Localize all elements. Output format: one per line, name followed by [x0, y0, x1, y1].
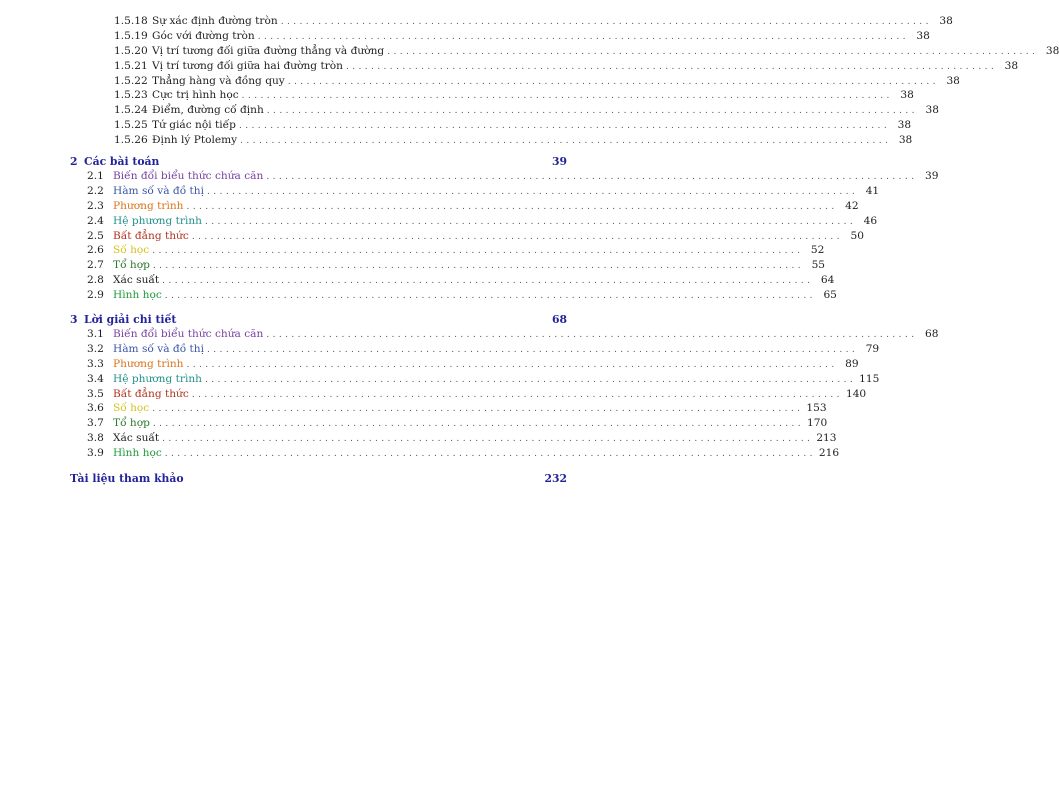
- entry-title: Bất đẳng thức: [113, 387, 189, 400]
- entry-page: 38: [900, 89, 914, 102]
- entry-page: 52: [810, 244, 825, 257]
- entry-title: Phương trình: [113, 357, 184, 370]
- entry-title: Phương trình: [113, 199, 184, 212]
- chapter-number: 2: [70, 155, 78, 169]
- toc-entry[interactable]: [70, 387, 867, 402]
- entry-page: 38: [946, 74, 960, 87]
- entry-page: 39: [924, 170, 939, 183]
- entry-title: Xác suất: [113, 432, 160, 445]
- entry-number: 2.6: [87, 244, 104, 257]
- toc-entry[interactable]: [70, 44, 1059, 59]
- dot-leader: ........................................................................................................: [266, 106, 918, 117]
- toc-entry[interactable]: [70, 29, 930, 44]
- toc-entry[interactable]: [70, 372, 880, 387]
- entry-number: 3.7: [87, 417, 104, 430]
- entry-title: Tổ hợp: [113, 259, 150, 272]
- dot-leader: ........................................................................................................: [186, 201, 838, 212]
- entry-title: Biến đổi biểu thức chứa căn: [113, 328, 264, 341]
- entry-page: 38: [898, 134, 913, 147]
- toc-entry[interactable]: [70, 199, 859, 214]
- dot-leader: ........................................................................................................: [345, 61, 998, 72]
- entry-number: 2.8: [87, 274, 104, 287]
- entry-title: Vị trí tương đối giữa đường thẳng và đường: [152, 44, 385, 57]
- toc-entry[interactable]: [70, 14, 953, 29]
- entry-title: Hình học: [113, 289, 162, 302]
- entry-title: Tứ giác nội tiếp: [152, 119, 236, 132]
- entry-page: 41: [865, 184, 880, 197]
- table-of-contents: [70, 14, 1059, 486]
- entry-page: 65: [823, 289, 837, 302]
- chapter-3-sections: [70, 327, 939, 461]
- entry-title: Hình học: [113, 447, 162, 460]
- entry-page: 79: [865, 342, 880, 355]
- entry-page: 38: [916, 29, 930, 42]
- toc-entry[interactable]: [70, 59, 1019, 74]
- entry-number: 1.5.23: [114, 89, 148, 102]
- entry-page: 68: [924, 328, 939, 341]
- dot-leader: ........................................................................................................: [186, 359, 838, 370]
- entry-page: 216: [818, 447, 840, 460]
- toc-entry[interactable]: [70, 416, 828, 431]
- toc-entry[interactable]: [70, 243, 825, 258]
- references-title: Tài liệu tham khảo: [70, 472, 184, 486]
- entry-number: 2.3: [87, 199, 104, 212]
- entry-title: Điểm, đường cố định: [152, 104, 264, 117]
- entry-title: Thẳng hàng và đồng quy: [152, 74, 285, 87]
- dot-leader: ........................................................................................................: [162, 276, 814, 287]
- entry-number: 2.4: [87, 214, 104, 227]
- entry-number: 3.1: [87, 328, 104, 341]
- entry-number: 1.5.18: [114, 15, 148, 27]
- entry-number: 2.9: [87, 289, 104, 302]
- entry-title: Hàm số và đồ thị: [113, 184, 205, 197]
- entry-title: Góc với đường tròn: [152, 29, 255, 42]
- chapter-title: Các bài toán: [84, 155, 160, 169]
- entry-number: 1.5.26: [114, 134, 148, 147]
- dot-leader: ........................................................................................................: [241, 91, 893, 102]
- entry-title: Cực trị hình học: [152, 89, 239, 102]
- references-heading[interactable]: [70, 471, 567, 486]
- entry-number: 2.1: [87, 170, 104, 183]
- dot-leader: ........................................................................................................: [152, 404, 804, 415]
- entry-page: 213: [816, 432, 837, 445]
- toc-entry[interactable]: [70, 431, 837, 446]
- toc-entry[interactable]: [70, 401, 827, 416]
- toc-entry[interactable]: [70, 88, 914, 103]
- toc-entry[interactable]: [70, 446, 840, 461]
- entry-number: 2.5: [87, 229, 104, 242]
- entry-number: 3.8: [87, 432, 104, 445]
- entry-title: Số học: [113, 244, 150, 257]
- entry-title: Hệ phương trình: [113, 372, 203, 385]
- dot-leader: ........................................................................................................: [205, 216, 857, 227]
- toc-entry[interactable]: [70, 229, 864, 244]
- dot-leader: ........................................................................................................: [191, 389, 843, 400]
- dot-leader: ........................................................................................................: [257, 31, 909, 42]
- dot-leader: ........................................................................................................: [266, 172, 918, 183]
- entry-page: 38: [1045, 44, 1059, 57]
- dot-leader: ........................................................................................................: [387, 46, 1039, 57]
- dot-leader: ........................................................................................................: [205, 374, 857, 385]
- dot-leader: ........................................................................................................: [152, 261, 805, 272]
- entry-title: Vị trí tương đối giữa hai đường tròn: [152, 59, 343, 72]
- toc-entry[interactable]: [70, 327, 939, 342]
- dot-leader: ........................................................................................................: [164, 449, 816, 460]
- dot-leader: ........................................................................................................: [280, 17, 932, 27]
- entry-title: Hàm số và đồ thị: [113, 342, 205, 355]
- entry-page: 38: [897, 119, 912, 132]
- dot-leader: ........................................................................................................: [240, 136, 892, 147]
- dot-leader: ........................................................................................................: [191, 231, 843, 242]
- toc-entry[interactable]: [70, 118, 912, 133]
- dot-leader: ........................................................................................................: [207, 186, 859, 197]
- toc-entry[interactable]: [70, 103, 939, 118]
- entry-number: 3.6: [87, 402, 104, 415]
- entry-title: Hệ phương trình: [113, 214, 203, 227]
- chapter-heading[interactable]: [70, 154, 567, 169]
- toc-entry[interactable]: [70, 214, 878, 229]
- chapter-heading[interactable]: [70, 312, 567, 327]
- toc-entry[interactable]: [70, 273, 835, 288]
- entry-title: Xác suất: [113, 274, 160, 287]
- entry-page: 55: [811, 259, 826, 272]
- entry-number: 3.2: [87, 342, 104, 355]
- entry-page: 170: [807, 417, 828, 430]
- entry-page: 115: [859, 372, 880, 385]
- dot-leader: ........................................................................................................: [287, 76, 939, 87]
- toc-entry[interactable]: [70, 342, 880, 357]
- entry-number: 1.5.19: [114, 29, 148, 42]
- toc-entry[interactable]: [70, 169, 939, 184]
- entry-title: Sự xác định đường tròn: [152, 15, 278, 27]
- chapter-2-sections: [70, 169, 939, 303]
- entry-title: Tổ hợp: [113, 417, 150, 430]
- entry-page: 42: [845, 199, 859, 212]
- toc-entry[interactable]: [70, 184, 880, 199]
- entry-number: 1.5.21: [114, 59, 148, 72]
- toc-entry[interactable]: [70, 74, 960, 89]
- entry-page: 38: [925, 104, 939, 117]
- entry-number: 1.5.22: [114, 74, 148, 87]
- subsection-list: [70, 14, 1059, 148]
- entry-title: Biến đổi biểu thức chứa căn: [113, 170, 264, 183]
- chapter-title: Lời giải chi tiết: [84, 313, 177, 327]
- entry-number: 3.9: [87, 447, 104, 460]
- references-page: 232: [544, 472, 567, 486]
- entry-number: 2.7: [87, 259, 104, 272]
- entry-number: 1.5.25: [114, 119, 148, 132]
- entry-page: 140: [845, 387, 867, 400]
- entry-title: Bất đẳng thức: [113, 229, 189, 242]
- chapter-page: 39: [551, 155, 567, 169]
- entry-title: Số học: [113, 402, 150, 415]
- toc-entry[interactable]: [70, 258, 826, 273]
- entry-page: 46: [863, 214, 878, 227]
- entry-number: 2.2: [87, 184, 104, 197]
- dot-leader: ........................................................................................................: [152, 419, 805, 430]
- entry-number: 3.4: [87, 372, 104, 385]
- dot-leader: ........................................................................................................: [162, 434, 814, 445]
- dot-leader: ........................................................................................................: [164, 291, 816, 302]
- toc-entry[interactable]: [70, 357, 859, 372]
- chapter-page: 68: [551, 313, 567, 327]
- entry-page: 89: [845, 357, 859, 370]
- entry-page: 38: [939, 15, 953, 27]
- entry-number: 1.5.20: [114, 44, 148, 57]
- entry-page: 50: [850, 229, 864, 242]
- dot-leader: ........................................................................................................: [266, 330, 918, 341]
- entry-number: 1.5.24: [114, 104, 148, 117]
- toc-entry[interactable]: [70, 288, 837, 303]
- chapter-number: 3: [70, 313, 78, 327]
- toc-entry[interactable]: [70, 133, 913, 148]
- dot-leader: ........................................................................................................: [238, 121, 891, 132]
- entry-page: 153: [806, 402, 827, 415]
- dot-leader: ........................................................................................................: [207, 344, 859, 355]
- entry-title: Định lý Ptolemy: [152, 134, 238, 147]
- entry-page: 64: [820, 274, 835, 287]
- dot-leader: ........................................................................................................: [152, 246, 804, 257]
- entry-number: 3.5: [87, 387, 104, 400]
- entry-number: 3.3: [87, 357, 104, 370]
- entry-page: 38: [1004, 59, 1019, 72]
